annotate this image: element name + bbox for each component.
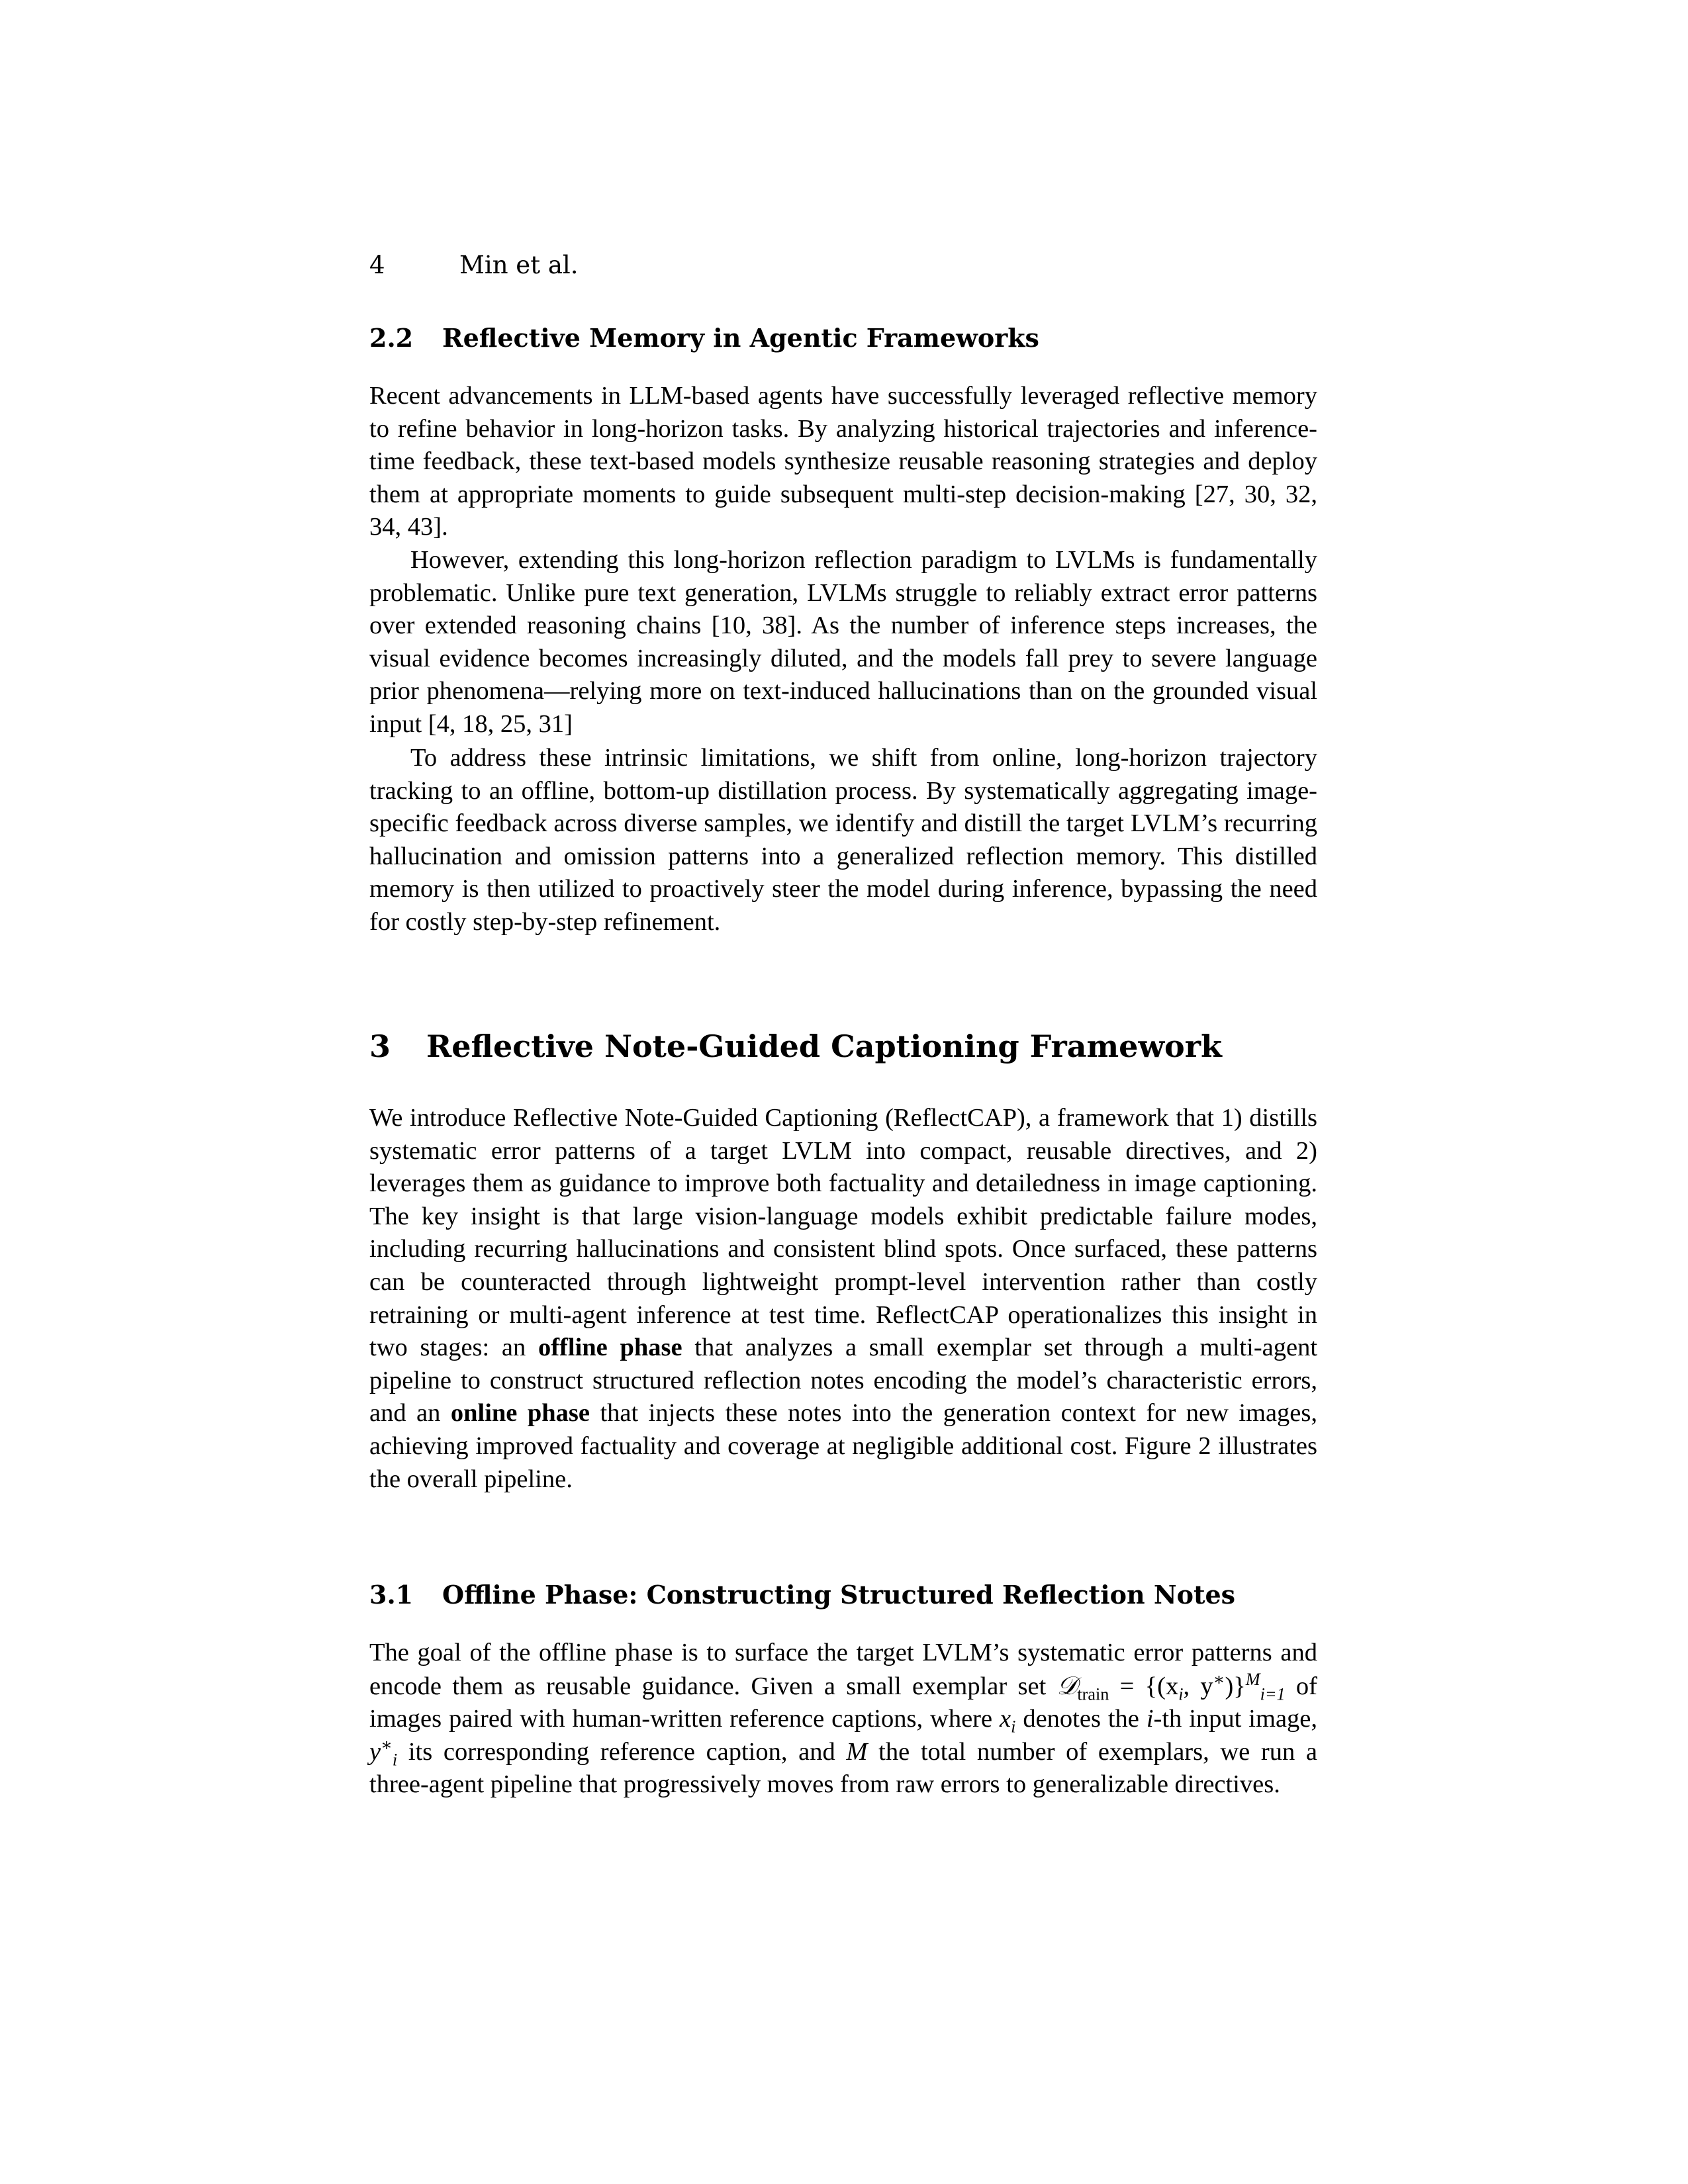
math-var: y bbox=[369, 1737, 381, 1766]
section-heading-3 bbox=[369, 1025, 1317, 1068]
math-symbol: 𝒟 bbox=[1056, 1670, 1078, 1701]
running-head bbox=[369, 249, 1317, 282]
paragraph-2-2-3: To address these intrinsic limitations, we shift from online, long-horizon trajectory tracking to an offline, bottom-up distillation process. By systematically aggregating image-specific feedback across diverse samples, we identify and distill the target LVLM’s recurring hallucination and omission patterns into a generalized reflection memory. This distilled memory is then utilized to proactively steer the model during inference, bypassing the need for costly step-by-step refinement. bbox=[369, 744, 1317, 936]
math-var: x bbox=[1000, 1705, 1011, 1733]
math-subscript: i bbox=[1178, 1684, 1184, 1704]
page-number: 4 bbox=[369, 251, 385, 279]
subsection-number: 2.2 bbox=[369, 323, 414, 353]
subsection-title: Reflective Memory in Agentic Frameworks bbox=[442, 323, 1039, 353]
text-run: that analyzes a small exemplar set through a multi-agent pipeline to construct structured reflection notes encoding the model’s characteristic errors, and an bbox=[369, 1334, 1318, 1428]
text-run: denotes the bbox=[1015, 1705, 1147, 1733]
text-run: The goal of the offline phase is to surface the target LVLM’s systematic error patterns and encode them as reusable guidance. Given a small exemplar set bbox=[369, 1639, 1317, 1700]
text-run: that injects these notes into the generation context for new images, achieving improved factuality and coverage at negligible additional cost. Figure 2 illustrates the overall pipeline. bbox=[369, 1399, 1318, 1493]
text-run: its corresponding reference caption, and bbox=[397, 1737, 847, 1766]
math-expr: , y bbox=[1183, 1672, 1213, 1700]
subsection-heading-3-1 bbox=[369, 1575, 1317, 1615]
text-run: of images paired with human-written reference captions, where bbox=[369, 1672, 1318, 1733]
subsection-heading-2-2 bbox=[369, 318, 1317, 358]
math-subscript: train bbox=[1077, 1684, 1109, 1704]
math-superscript: M bbox=[1245, 1669, 1260, 1689]
math-expr: = {(x bbox=[1109, 1672, 1179, 1700]
text-run: the total number of exemplars, we run a three-agent pipeline that progressively moves from raw errors to generalizable directives. bbox=[369, 1737, 1317, 1799]
text-run: -th input image, bbox=[1153, 1705, 1318, 1733]
math-subscript: i bbox=[1011, 1717, 1016, 1737]
subsection-number: 3.1 bbox=[369, 1580, 414, 1610]
math-expr: )} bbox=[1225, 1672, 1246, 1700]
math-superscript: ∗ bbox=[381, 1735, 393, 1754]
bold-term-online-phase: online phase bbox=[450, 1399, 590, 1428]
paragraph-2-2-1: Recent advancements in LLM-based agents have successfully leveraged reflective memory to refine behavior in long-horizon tasks. By analyzing historical trajectories and inference-time feedback, these text-based models synthesize reusable reasoning strategies and deploy them at appropriate moments to guide subsequent multi-step decision-making [27, 30, 32, 34, 43]. bbox=[369, 382, 1317, 541]
section-number: 3 bbox=[369, 1028, 391, 1064]
math-subscript: i=1 bbox=[1260, 1684, 1286, 1704]
section-title: Reflective Note-Guided Captioning Framework bbox=[426, 1028, 1222, 1064]
paragraph-3-1-1 bbox=[369, 1637, 1317, 1801]
math-var: M bbox=[846, 1737, 868, 1766]
bold-term-offline-phase: offline phase bbox=[538, 1334, 682, 1362]
paragraph-2-2-2: However, extending this long-horizon reflection paradigm to LVLMs is fundamentally problematic. Unlike pure text generation, LVLMs struggle to reliably extract error patterns over extended reasoning chains [10, 38]. As the number of inference steps increases, the visual evidence becomes increasingly diluted, and the models fall prey to severe language prior phenomena—relying more on text-induced hallucinations than on the grounded visual input [4, 18, 25, 31] bbox=[369, 546, 1317, 738]
paragraph-3-1 bbox=[369, 1102, 1317, 1496]
math-var: i bbox=[1146, 1705, 1154, 1733]
text-run: We introduce Reflective Note-Guided Captioning (ReflectCAP), a framework that 1) distills systematic error patterns of a target LVLM into compact, reusable directives, and 2) leverages them as guidance to improve both factuality and detailedness in image captioning. The key insight is that large vision-language models exhibit predictable failure modes, including recurring hallucinations and consistent blind spots. Once surfaced, these patterns can be counteracted through lightweight prompt-level intervention rather than costly retraining or multi-agent inference at test time. ReflectCAP operationalizes this insight in two stages: an bbox=[369, 1104, 1317, 1362]
subsection-title: Offline Phase: Constructing Structured Reflection Notes bbox=[442, 1580, 1236, 1610]
math-subscript: i bbox=[392, 1750, 398, 1770]
math-superscript: ∗ bbox=[1213, 1669, 1225, 1689]
running-authors: Min et al. bbox=[459, 251, 579, 279]
